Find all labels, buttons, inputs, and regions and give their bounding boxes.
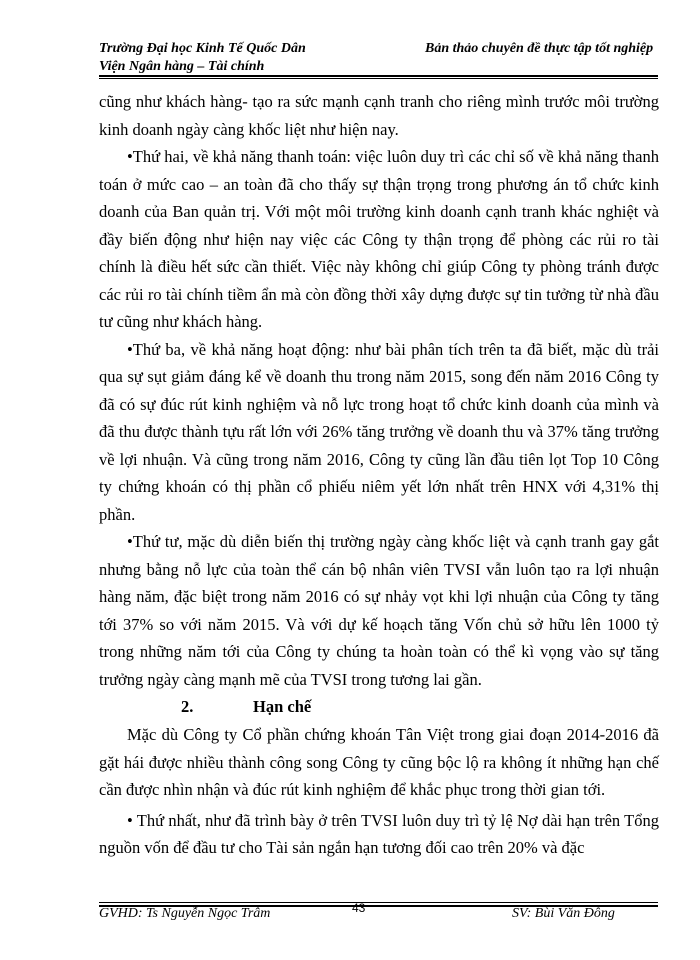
section-number: 2. [181, 697, 194, 716]
paragraph-fourth-point: •Thứ tư, mặc dù diễn biến thị trường ngày càng khốc liệt và cạnh tranh gay gắt nhưng bằng nỗ lực của toàn thể cán bộ nhân viên TVSI vẫn luôn tạo ra lợi nhuận hàng năm, đặc biệt trong năm 2016 có sự nhảy vọt khi lợi nhuận của Công ty tăng tới 37% so với năm 2015. Và với dự kế hoạch tăng Vốn chủ sở hữu lên 1000 tỷ trong những năm tới của Công ty chúng ta hoàn toàn có thể kì vọng vào sự tăng trưởng ngày càng mạnh mẽ của TVSI trong tương lai gần. [99, 532, 659, 689]
header-rule [99, 75, 658, 77]
header-school: Trường Đại học Kinh Tế Quốc Dân [99, 41, 306, 56]
footer-advisor: GVHD: Ts Nguyễn Ngọc Trâm [99, 906, 271, 921]
header-institute: Viện Ngân hàng – Tài chính [99, 59, 265, 74]
document-body [99, 88, 659, 862]
paragraph-limitations-intro: Mặc dù Công ty Cổ phần chứng khoán Tân Việt trong giai đoạn 2014-2016 đã gặt hái được nhiều thành công song Công ty cũng bộc lộ ra không ít những hạn chế cần được nhìn nhận và đúc rút kinh nghiệm để khắc phục trong thời gian tới. [99, 725, 659, 799]
header-rule-thin [99, 78, 658, 79]
paragraph-third-point: •Thứ ba, về khả năng hoạt động: như bài phân tích trên ta đã biết, mặc dù trải qua sự sụt giảm đáng kể về doanh thu trong năm 2015, song đến năm 2016 Công ty đã có sự đúc rút kinh nghiệm và nỗ lực trong hoạt tổ chức kinh doanh của mình và đã thu được thành tựu rất lớn với 26% tăng trưởng về doanh thu và 37% tăng trưởng về lợi nhuận. Và cũng trong năm 2016, Công ty cũng lần đầu tiên lọt Top 10 Công ty chứng khoán có thị phần cổ phiếu niêm yết lớn nhất trên HNX với 4,31% thị phần. [99, 339, 659, 524]
footer-student: SV: Bùi Văn Đông [512, 906, 615, 921]
page-number: 43 [352, 901, 366, 915]
footer-rule-thin [99, 902, 658, 903]
section-heading [99, 693, 659, 721]
header-doc-title: Bản thảo chuyên đề thực tập tốt nghiệp [425, 41, 654, 56]
paragraph-continuation: cũng như khách hàng- tạo ra sức mạnh cạnh tranh cho riêng mình trước môi trường kinh doanh ngày càng khốc liệt như hiện nay. [99, 92, 659, 139]
paragraph-first-limitation: • Thứ nhất, như đã trình bày ở trên TVSI luôn duy trì tỷ lệ Nợ dài hạn trên Tổng nguồn vốn để đầu tư cho Tài sản ngắn hạn tương đối cao trên 20% và đặc [99, 810, 659, 857]
section-title: Hạn chế [253, 697, 312, 716]
paragraph-second-point: •Thứ hai, về khả năng thanh toán: việc luôn duy trì các chỉ số về khả năng thanh toán ở mức cao – an toàn đã cho thấy sự thận trọng trong phương án tổ chức kinh doanh của Ban quản trị. Với một môi trường kinh doanh cạnh tranh khác nghiệt và đầy biến động như hiện nay việc các Công ty thận trọng để phòng các rủi ro tài chính là điều hết sức cần thiết. Việc này không chỉ giúp Công ty phòng tránh được các rủi ro tài chính tiềm ẩn mà còn đồng thời xây dựng được sự tin tưởng từ nhà đầu tư cũng như khách hàng. [99, 147, 659, 331]
page-header-left [99, 40, 359, 76]
